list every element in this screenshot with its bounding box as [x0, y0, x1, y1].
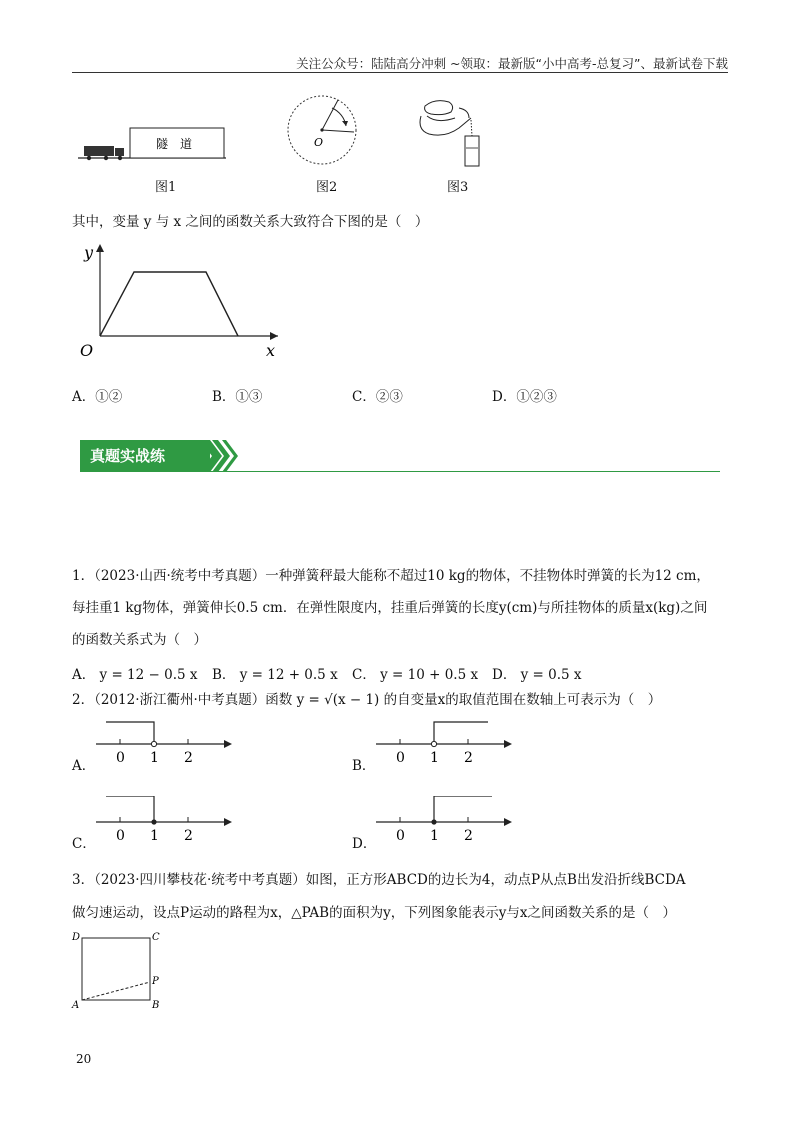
figure-1-caption: 图1 [155, 180, 177, 195]
tick-0: 0 [116, 750, 125, 766]
figure-3-kettle-glass [415, 96, 487, 170]
q2-option-c-number-line[interactable] [92, 796, 242, 846]
tick-0: 0 [116, 828, 125, 844]
q3-line-2: 做匀速运动，设点P运动的路程为x，△PAB的面积为y，下列图象能表示y与x之间函数关系的是（ ） [72, 905, 676, 921]
page-number: 20 [76, 1052, 92, 1066]
q1-option-b[interactable]: B． y = 12 + 0.5 x [212, 667, 338, 683]
graph-y-label: y [84, 243, 94, 262]
banner-stripes [200, 440, 240, 472]
figure-2-caption: 图2 [316, 180, 338, 195]
vertex-b: B [152, 1000, 160, 1011]
option-d[interactable]: D．①②③ [492, 389, 557, 405]
q2-option-a-number-line[interactable] [92, 718, 242, 768]
tick-2: 2 [464, 828, 473, 844]
vertex-a: A [72, 1000, 80, 1011]
function-graph-trapezoid [72, 238, 292, 366]
tick-1: 1 [430, 828, 439, 844]
tick-2: 2 [184, 750, 193, 766]
point-p: P [152, 976, 159, 987]
graph-origin-label: O [80, 341, 94, 360]
question-stem: 其中，变量 y 与 x 之间的函数关系大致符合下图的是（ ） [72, 214, 429, 230]
q1-line-1: 1．（2023·山西·统考中考真题）一种弹簧秤最大能称不超过10 kg的物体，不挂物体时弹簧的长为12 cm， [72, 568, 710, 584]
page-header-text: 关注公众号：陆陆高分冲刺 ~领取：最新版“小中高考-总复习”、最新试卷下载 [296, 56, 728, 71]
graph-x-label: x [266, 341, 276, 360]
header-rule [72, 72, 728, 73]
q3-line-1: 3．（2023·四川攀枝花·统考中考真题）如图，正方形ABCD的边长为4，动点P从点B出发沿折线BCDA [72, 872, 686, 888]
circle-center-label: O [314, 136, 324, 149]
tick-1: 1 [150, 828, 159, 844]
q2-option-c-label[interactable]: C． [72, 836, 96, 852]
tick-2: 2 [184, 828, 193, 844]
q1-line-2: 每挂重1 kg物体，弹簧伸长0.5 cm．在弹性限度内，挂重后弹簧的长度y(cm)与所挂物体的质量x(kg)之间 [72, 600, 708, 616]
tick-1: 1 [150, 750, 159, 766]
q3-square-figure [70, 930, 165, 1012]
option-a[interactable]: A．①② [72, 389, 123, 405]
q1-option-d[interactable]: D． y = 0.5 x [492, 667, 582, 683]
q2-option-b-number-line[interactable] [372, 718, 522, 768]
option-b[interactable]: B．①③ [212, 389, 263, 405]
q2-option-b-label[interactable]: B． [352, 758, 376, 774]
q1-option-c[interactable]: C． y = 10 + 0.5 x [352, 667, 479, 683]
vertex-c: C [152, 932, 160, 943]
q2-option-a-label[interactable]: A． [72, 758, 96, 774]
figure-3-caption: 图3 [447, 180, 469, 195]
figure-1-tunnel-truck [78, 120, 238, 165]
tick-0: 0 [396, 828, 405, 844]
q2-stem: 2．（2012·浙江衢州·中考真题）函数 y = √(x − 1) 的自变量x的取值范围在数轴上可表示为（ ） [72, 692, 662, 708]
q2-option-d-label[interactable]: D． [352, 836, 377, 852]
tick-0: 0 [396, 750, 405, 766]
figure-2-circle [286, 94, 358, 166]
q2-option-d-number-line[interactable] [372, 796, 522, 846]
section-banner-title: 真题实战练 [80, 440, 210, 472]
vertex-d: D [72, 932, 81, 943]
tick-1: 1 [430, 750, 439, 766]
tunnel-label: 隧 道 [156, 137, 193, 151]
q1-option-a[interactable]: A． y = 12 − 0.5 x [72, 667, 198, 683]
q1-line-3: 的函数关系式为（ ） [72, 632, 207, 648]
tick-2: 2 [464, 750, 473, 766]
option-c[interactable]: C．②③ [352, 389, 403, 405]
section-banner-rule [80, 471, 720, 472]
